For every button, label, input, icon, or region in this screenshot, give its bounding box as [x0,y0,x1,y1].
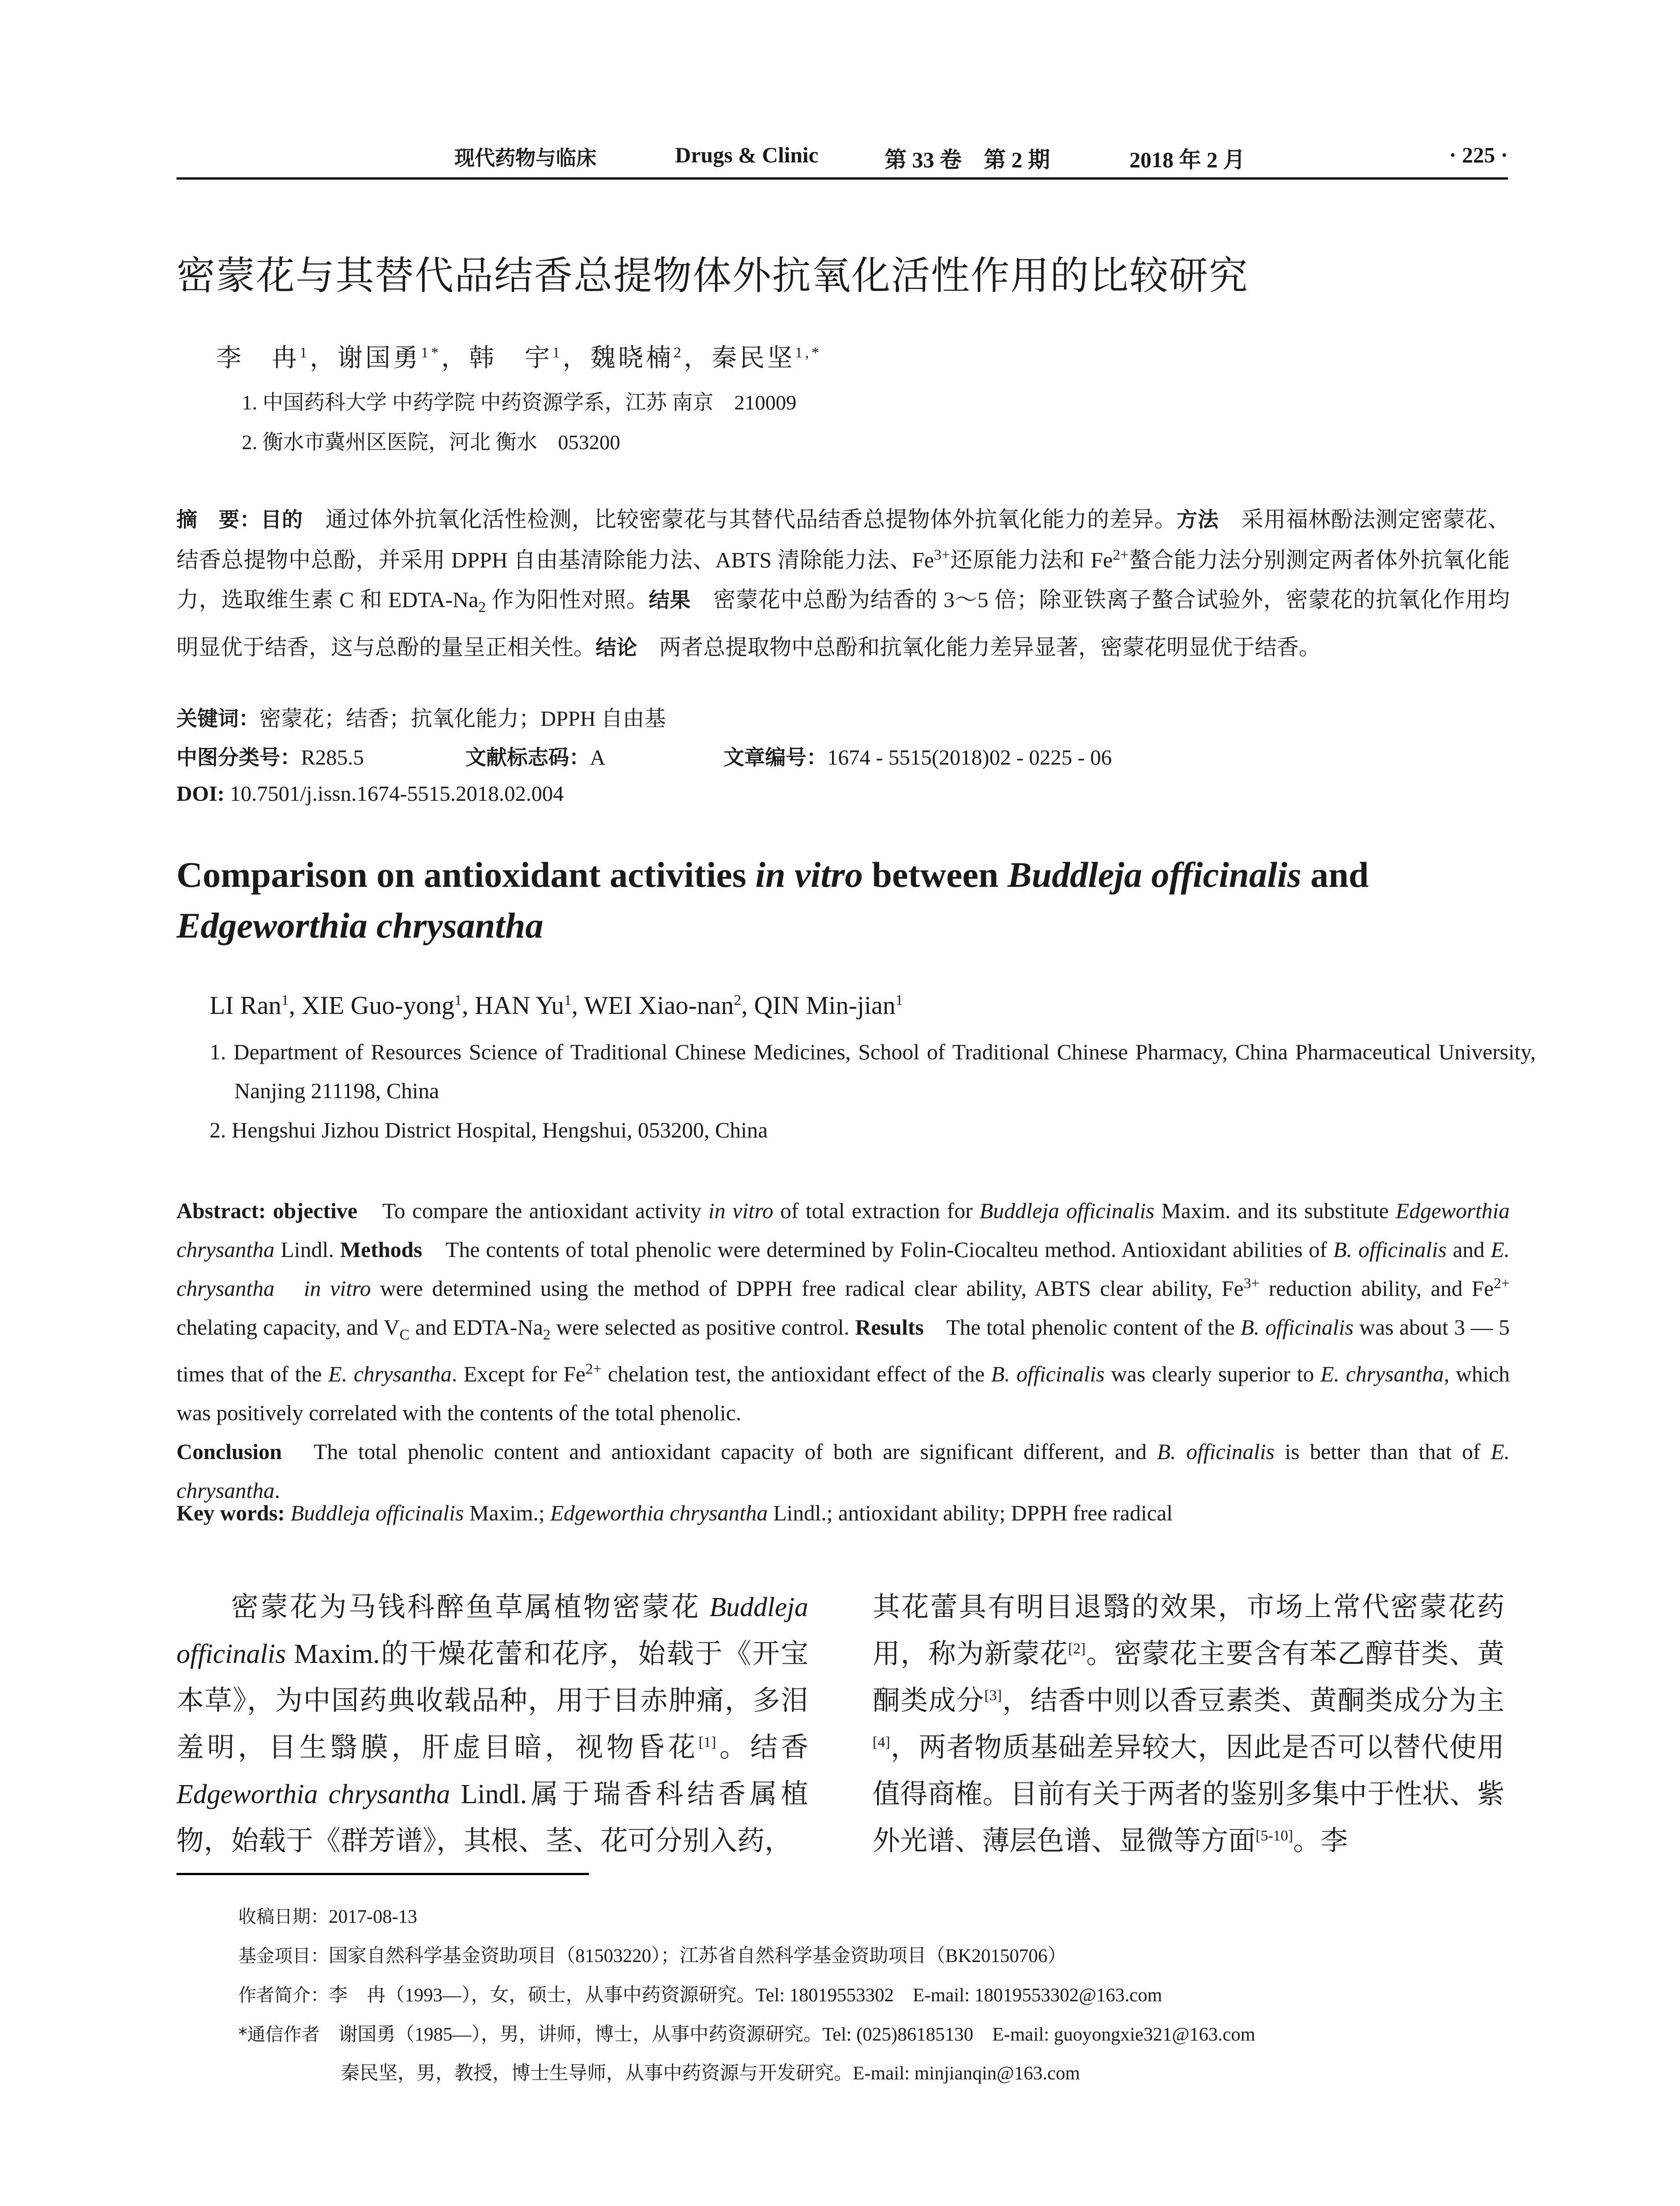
authors-cn: 李 冉$^1$，谢国勇$^{1*}$，韩 宇$^1$，魏晓楠$^2$，秦民坚$^{1,*}$ [216,344,822,372]
author-mark: 1* [421,345,441,361]
abstract-label: 摘 要： [176,508,261,532]
citation: [1] [698,1734,716,1751]
abstract-italic: E. chrysantha [1320,1362,1444,1386]
abstract-text: The contents of total phenolic were determined by Folin-Ciocalteu method. Antioxidant abilities of [445,1237,1333,1262]
doc-code-field [465,741,605,771]
author-mark: 1 [552,345,562,361]
objective-text: 通过体外抗氧化活性检测，比较密蒙花与其替代品结香总提物体外抗氧化能力的差异。 [325,507,1177,532]
title-en-italic: Buddleja officinalis [1007,855,1301,895]
footnote-text: 2017-08-13 [329,1906,417,1927]
title-en-italic: in vitro [755,855,863,895]
abstract-text: . Except for Fe [451,1362,586,1386]
footnote-label: 作者简介： [238,1985,329,2006]
title-en-italic: Edgeworthia chrysantha [176,905,544,945]
clc-label: 中图分类号： [176,746,301,770]
abstract-italic: B. officinalis [991,1362,1105,1386]
clc-field [176,741,364,771]
author-en: LI Ran [210,991,281,1020]
keywords-en-label: Key words: [176,1501,285,1525]
article-number-field [724,741,1112,771]
abstract-text: Maxim. and its substitute [1154,1198,1396,1223]
author-cn: 谢国勇 [338,344,421,372]
affiliation-en: 2. Hengshui Jizhou District Hospital, Hengshui, 053200, China [210,1118,768,1142]
abstract-italic: E. chrysantha [176,1237,1510,1301]
abstract-text: reduction ability, and Fe [1260,1276,1494,1301]
author-cn: 韩 宇 [469,344,552,372]
title-en-text: between [862,855,1008,895]
abstract-text: and EDTA-Na [409,1315,543,1339]
footnote-label: 收稿日期： [238,1906,329,1927]
doi-line [176,781,564,806]
body-text: 密蒙花为马钱科醉鱼草属植物密蒙花 [231,1592,710,1622]
doc-code-value: A [590,745,606,769]
keywords-label: 关键词： [176,707,259,731]
volume-issue: 第 33 卷 第 2 期 [885,147,1050,172]
footnotes [238,1897,1255,2093]
results-en-label: Results [855,1315,924,1339]
body-text: Maxim.的干燥花蕾和花序，始载于《开宝本草》，为中国药典收载品种，用于目赤肿痛，多泪羞明，目生翳膜，肝虚目暗，视物昏花 [176,1639,808,1763]
footnote-text: 李 冉（1993—），女，硕士，从事中药资源研究。Tel: 18019553302 E-mail: 18019553302@163.com [329,1985,1162,2006]
doi-value: 10.7501/j.issn.1674-5515.2018.02.004 [230,781,564,806]
body-text: 。密蒙花主要含有苯乙醇苷类、黄酮类成分 [873,1639,1504,1716]
results-text: 密蒙花中总酚为结香的 3～5 倍；除亚铁离子螯合试验外，密蒙花的抗氧化作用均明显优于结香，这与总酚的量呈正相关性。 [176,587,1510,660]
article-number-label: 文章编号： [724,746,827,770]
superscript: 2+ [1113,547,1129,563]
footnote-fund [238,1936,1255,1976]
abstract-italic: Buddleja officinalis [979,1198,1155,1223]
abstract-text: Lindl. [274,1237,340,1262]
abstract-text: The total phenolic content of the [946,1315,1241,1339]
body-text: 。李 [1293,1826,1348,1856]
superscript: 3+ [1243,1275,1260,1292]
abstract-text: . [274,1478,280,1503]
footnote-received [238,1897,1255,1936]
footnote-text: 谢国勇（1985—），男，讲师，博士，从事中药资源研究。Tel: (025)86185130 E-mail: guoyongxie321@163.com [338,2024,1256,2045]
subscript: C [399,1327,410,1343]
conclusion-label: 结论 [596,636,637,660]
article-number-value: 1674 - 5515(2018)02 - 0225 - 06 [827,745,1112,769]
author-mark: 2 [734,992,742,1009]
methods-text: 螯合能力法分别测定两者体外抗氧化能力，选取维生素 C 和 EDTA-Na [176,548,1510,612]
author-mark: 1,* [795,345,822,361]
abstract-italic: E. chrysantha [176,1439,1510,1503]
body-italic: Edgeworthia chrysantha [176,1779,450,1809]
affiliation-cn: 2. 衡水市冀州区医院，河北 衡水 053200 [242,431,620,454]
keywords-text: Lindl.; antioxidant ability; DPPH free radical [768,1501,1173,1525]
keywords-italic: Edgeworthia chrysantha [550,1501,768,1525]
keywords-italic: Buddleja officinalis [290,1501,464,1525]
author-mark: 2 [674,345,684,361]
body-text: ，结香中则以香豆素类、黄酮类成分为主 [1001,1686,1504,1716]
methods-text: 还原能力法和 Fe [950,548,1113,572]
footnote-label: *通信作者 [238,2024,320,2045]
body-text: 。结香 [716,1733,808,1763]
footnote-author [238,1976,1255,2015]
citation: [2] [1068,1640,1086,1657]
abstract-italic: E. chrysantha [328,1362,452,1386]
objective-label: 目的 [261,508,303,532]
abstract-text: was clearly superior to [1104,1362,1321,1386]
body-text: Lindl.属于瑞香科结香属植物，始载于《群芳谱》，其根、茎、花可分别入药， [176,1779,809,1856]
footnote-label: 基金项目： [238,1945,329,1966]
clc-value: R285.5 [301,745,364,769]
abstract-text: were selected as positive control. [550,1315,855,1339]
superscript: 2+ [1493,1275,1510,1292]
keywords-en [176,1500,1510,1526]
results-label: 结果 [649,588,691,612]
abstract-italic: in vitro [304,1276,371,1301]
abstract-italic: B. officinalis [1157,1439,1275,1464]
abstract-en-label: Abstract: objective [176,1198,358,1223]
body-text: 其花蕾具有明目退翳的效果，市场上常代密蒙花药用，称为新蒙花 [873,1592,1504,1669]
abstract-italic: B. officinalis [1333,1237,1447,1262]
abstract-text: were determined using the method of DPPH free radical clear ability, ABTS clear ability, Fe [371,1276,1244,1301]
author-cn: 李 冉 [216,344,300,372]
author-mark: 1 [454,992,462,1009]
citation: [5-10] [1256,1827,1293,1844]
body-italic: Buddleja officinalis [176,1592,808,1669]
running-header [176,142,1508,177]
body-paragraph [176,1584,808,1865]
methods-text: 作为阳性对照。 [486,587,649,612]
author-mark: 1 [564,992,572,1009]
author-en: HAN Yu [475,991,564,1020]
journal-name-cn: 现代药物与临床 [454,146,596,170]
citation: [3] [984,1687,1002,1704]
author-cn: 魏晓楠 [590,344,674,372]
affiliation-cn: 1. 中国药科大学 中药学院 中药资源学系，江苏 南京 210009 [242,391,797,414]
keywords-text: Maxim.; [464,1501,551,1525]
doi-label: DOI: [176,781,225,806]
abstract-en [176,1191,1510,1510]
title-cn: 密蒙花与其替代品结香总提物体外抗氧化活性作用的比较研究 [176,253,1249,298]
title-en [176,849,1522,951]
affiliation-en: 1. Department of Resources Science of Traditional Chinese Medicines, School of Traditional Chinese Pharmacy, China Pharmaceutical University, Nanjing 211198, China [210,1039,1536,1103]
author-en: WEI Xiao-nan [584,991,734,1020]
methods-label: 方法 [1177,508,1219,532]
body-paragraph [873,1584,1504,1865]
header-rule [176,177,1508,180]
authors-en: LI Ran$^1$, XIE Guo-yong$^1$, HAN Yu$^1$, WEI Xiao-nan$^2$, QIN Min-jian$^1$ [210,991,903,1020]
keywords-text: 密蒙花；结香；抗氧化能力；DPPH 自由基 [259,706,666,731]
abstract-text: chelation test, the antioxidant effect of the [601,1362,991,1386]
abstract-text: To compare the antioxidant activity [382,1198,709,1223]
methods-en-label: Methods [340,1237,422,1262]
author-en: QIN Min-jian [754,991,896,1020]
doc-code-label: 文献标志码： [465,746,590,770]
body-text: ，两者物质基础差异较大，因此是否可以替代使用值得商榷。目前有关于两者的鉴别多集中于性状、紫外光谱、薄层色谱、显微等方面 [873,1733,1504,1856]
abstract-text: , which was positively correlated with the contents of the total phenolic. [176,1362,1510,1425]
footnote-rule [176,1873,589,1875]
footnote-corresponding-2: 秦民坚，男，教授，博士生导师，从事中药资源与开发研究。E-mail: minjianqin@163.com [341,2063,1080,2084]
abstract-text: and [1446,1237,1491,1262]
footnote-corresponding [238,2015,1255,2054]
abstract-text: chelating capacity, and V [176,1315,400,1339]
body-column-left [176,1584,808,1865]
footnote-text: 国家自然科学基金资助项目（81503220）；江苏省自然科学基金资助项目（BK20150706） [329,1946,1067,1966]
conclusion-text: 两者总提取物中总酚和抗氧化能力差异显著，密蒙花明显优于结香。 [659,635,1321,660]
abstract-text: is better than that of [1274,1439,1491,1464]
keywords-cn [176,702,666,732]
abstract-text: of total extraction for [773,1198,980,1223]
author-en: XIE Guo-yong [301,991,455,1020]
superscript: 3+ [934,547,950,563]
page-number: · 225 · [1449,143,1508,167]
subscript: 2 [478,599,486,615]
abstract-text: was about 3 — 5 times that of the [176,1315,1510,1386]
issue-date: 2018 年 2 月 [1129,147,1245,172]
abstract-italic: in vitro [708,1198,773,1223]
author-mark: 1 [300,345,310,361]
citation: [4] [873,1734,890,1751]
author-cn: 秦民坚 [712,344,795,372]
superscript: 2+ [585,1361,602,1377]
body-column-right [873,1584,1504,1865]
title-en-text: and [1301,855,1369,895]
abstract-cn [176,499,1510,668]
abstract-italic: Edgeworthia chrysantha [176,1198,1510,1262]
subscript: 2 [543,1327,551,1343]
abstract-text: The total phenolic content and antioxidant capacity of both are significant different, and [313,1439,1157,1464]
author-mark: 1 [281,992,289,1009]
abstract-italic: B. officinalis [1240,1315,1354,1339]
methods-text: 采用福林酚法测定密蒙花、结香总提物中总酚，并采用 DPPH 自由基清除能力法、ABTS 清除能力法、Fe [176,507,1510,572]
author-mark: 1 [895,992,903,1009]
journal-name-en: Drugs & Clinic [675,143,818,167]
conclusion-en-label: Conclusion [176,1439,282,1464]
title-en-text: Comparison on antioxidant activities [176,855,756,895]
